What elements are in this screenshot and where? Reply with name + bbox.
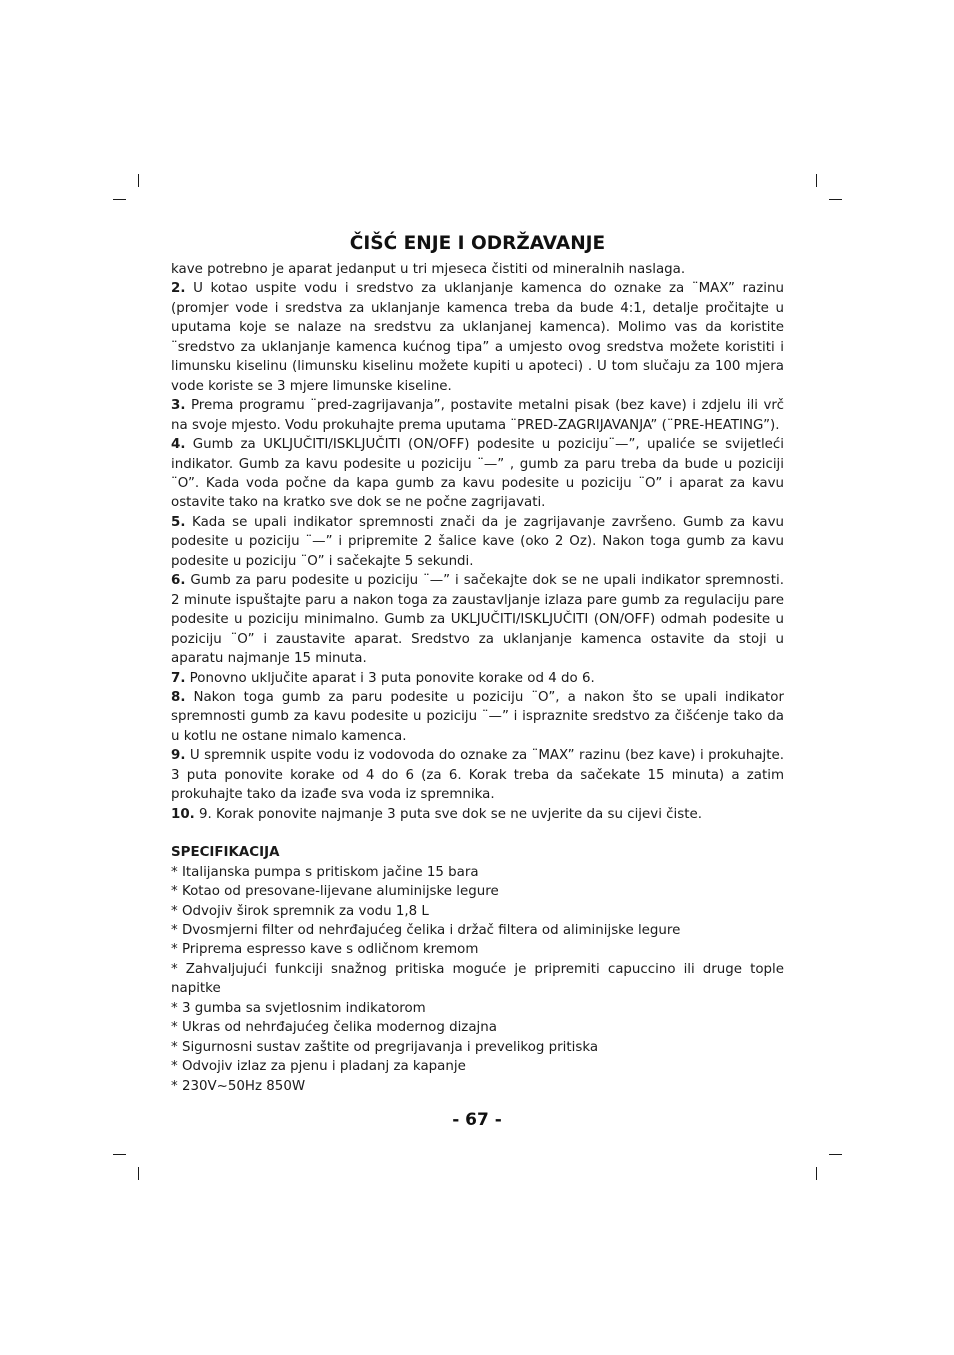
step-text: Prema programu ¨pred-zagrijavanja”, postavite metalni pisak (bez kave) i zdjelu ili vrč na svoje mjesto. Vodu prokuhajte prema uputama ¨PRED-ZAGRIJAVANJA” (¨PRE-HEATING”). — [171, 398, 784, 433]
step-9 — [171, 746, 784, 804]
step-6 — [171, 571, 784, 668]
crop-mark — [113, 199, 126, 200]
step-number: 3. — [171, 398, 186, 414]
spec-heading: SPECIFIKACIJA — [171, 845, 280, 861]
spec-item: * Zahvaljujući funkciji snažnog pritiska moguće je pripremiti capuccino ili druge tople napitke — [171, 961, 784, 997]
step-8 — [171, 688, 784, 746]
step-text: Ponovno uključite aparat i 3 puta ponovite korake od 4 do 6. — [185, 670, 595, 686]
step-text: Kada se upali indikator spremnosti znači da je zagrijavanje završeno. Gumb za kavu podesite u poziciju ¨—” i pripremite 2 šalice kave (oko 2 Oz). Nakon toga gumb za kavu podesite u poziciju ¨O” i sačekajte 5 sekundi. — [171, 514, 784, 569]
step-number: 5. — [171, 514, 186, 530]
step-number: 2. — [171, 281, 186, 297]
step-2 — [171, 279, 784, 396]
step-number: 8. — [171, 689, 186, 705]
spec-item: * Odvojiv širok spremnik za vodu 1,8 L — [171, 903, 429, 919]
intro-text: kave potrebno je aparat jedanput u tri mjeseca čistiti od mineralnih naslaga. — [171, 262, 686, 277]
step-3 — [171, 396, 784, 435]
crop-mark — [816, 174, 817, 187]
spec-item: * Ukras od nehrđajućeg čelika modernog dizajna — [171, 1020, 497, 1036]
crop-mark — [829, 199, 842, 200]
page-number: - 67 - — [452, 1110, 502, 1130]
step-text: 9. Korak ponovite najmanje 3 puta sve dok se ne uvjerite da su cijevi čiste. — [194, 806, 702, 822]
spec-item: * Sigurnosni sustav zaštite od pregrijavanja i prevelikog pritiska — [171, 1039, 599, 1055]
step-5 — [171, 513, 784, 571]
spec-item: * Odvojiv izlaz za pjenu i pladanj za kapanje — [171, 1059, 466, 1075]
step-text: Gumb za paru podesite u poziciju ¨—” i sačekajte dok se ne upali indikator spremnosti. 2 minute ispuštajte paru a nakon toga za zaustavljanje izlaza pare gumb za regulaciju pare podesite u poziciju minimalno. Gumb za UKLJUČITI/ISKLJUČITI (ON/OFF) odmah podesite u poziciju ¨O” i zaustavite aparat. Sredstvo za uklanjanje kamenca ostavite da stoji u aparatu najmanje 15 minuta. — [171, 573, 784, 667]
page-title: ČIŠĆ ENJE I ODRŽAVANJE — [349, 233, 606, 254]
step-text: Gumb za UKLJUČITI/ISKLJUČITI (ON/OFF) podesite u poziciju¨—”, upaliće se svijetleći indikator. Gumb za kavu podesite u poziciju ¨—” , gumb za paru treba da bude u poziciji ¨O”. Kada voda počne da kapa gumb za kavu podesite u poziciju ¨O” i aparat za kavu ostavite tako na kratko sve dok se ne počne zagrijavati. — [171, 437, 784, 511]
spec-item: * Italijanska pumpa s pritiskom jačine 15 bara — [171, 864, 479, 880]
crop-mark — [113, 1154, 126, 1155]
crop-mark — [138, 1167, 139, 1180]
spec-item: * 230V~50Hz 850W — [171, 1078, 306, 1094]
step-text: U kotao uspite vodu i sredstvo za uklanjanje kamenca do oznake za ¨MAX” razinu (promjer vode i sredstva za uklanjanje kamenca treba da bude 4:1, detalje pročitajte u uputama koje se nalaze na sredstvu za uklanjanej kamenca). Molimo vas da koristite ¨sredstvo za uklanjanje kamenca kućnog tipa” a umjesto ovog sredstva možete koristiti i limunsku kiselinu (limunsku kiselinu možete kupiti u apoteci) . U tom slučaju za 100 mjera vode koriste se 3 mjere limunske kiseline. — [171, 281, 784, 394]
spec-item: * Kotao od presovane-lijevane aluminijske legure — [171, 884, 499, 900]
step-text: U spremnik uspite vodu iz vodovoda do oznake za ¨MAX” razinu (bez kave) i prokuhajte. 3 puta ponovite korake od 4 do 6 (za 6. Korak treba da sačekate 15 minuta) a zatim prokuhajte tako da izađe sva voda iz spremnika. — [171, 748, 784, 803]
step-10 — [171, 805, 784, 824]
step-number: 4. — [171, 437, 186, 453]
step-number: 6. — [171, 573, 186, 589]
step-text: Nakon toga gumb za paru podesite u poziciju ¨O”, a nakon što se upali indikator spremnosti gumb za kavu podesite u poziciju ¨—” i ispraznite sredstvo za čišćenje tako da u kotlu ne ostane nimalo kamenca. — [171, 689, 784, 744]
crop-mark — [138, 174, 139, 187]
spec-item: * Priprema espresso kave s odličnom kremom — [171, 942, 479, 958]
crop-mark — [816, 1167, 817, 1180]
step-number: 7. — [171, 670, 186, 686]
spec-list — [171, 863, 784, 1096]
step-4 — [171, 435, 784, 513]
crop-mark — [829, 1154, 842, 1155]
step-7 — [171, 669, 784, 688]
spec-item: * Dvosmjerni filter od nehrđajućeg čelika i držač filtera od aliminijske legure — [171, 922, 681, 938]
step-number: 9. — [171, 748, 186, 764]
spec-item: * 3 gumba sa svjetlosnim indikatorom — [171, 1000, 426, 1016]
page-content — [171, 232, 784, 1096]
step-number: 10. — [171, 806, 195, 822]
